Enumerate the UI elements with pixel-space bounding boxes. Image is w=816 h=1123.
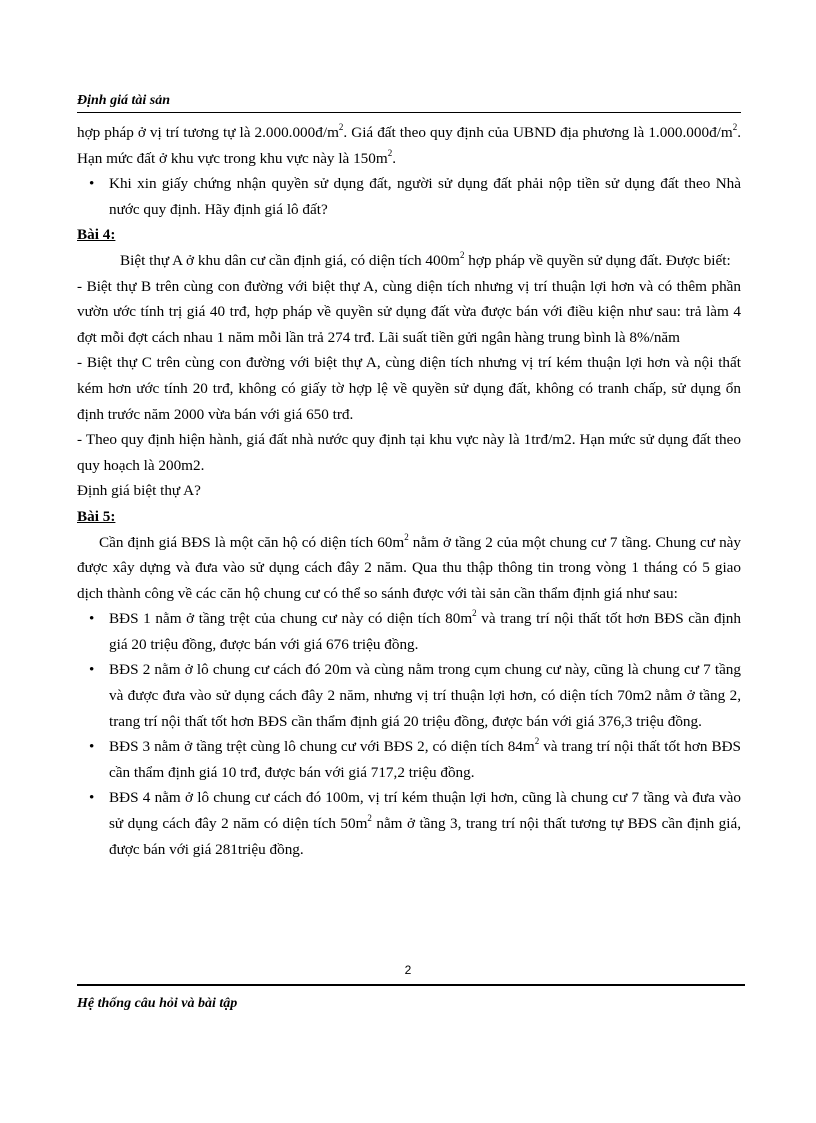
page-number: 2 — [404, 963, 412, 977]
list-item: • BĐS 1 nằm ở tầng trệt của chung cư này có diện tích $80m^2$ và trang trí nội thất tốt hơn BĐS cần định giá 20 triệu đồng, được bán với giá 676 triệu đồng. — [89, 608, 741, 653]
bai4-paragraph-4: - Theo quy định hiện hành, giá đất nhà nước quy định tại khu vực này là 1trđ/m2. Hạn mức sử dụng đất theo quy hoạch là 200m2. — [77, 431, 741, 474]
bullet-icon: • — [89, 610, 95, 628]
bai4-question: Định giá biệt thự A? — [77, 482, 201, 500]
header-title: Định giá tài sản — [77, 93, 170, 108]
section-title-bai-4: Bài 4: — [77, 226, 116, 244]
bai4-paragraph-3: - Biệt thự C trên cùng con đường với biệt thự A, cùng diện tích nhưng vị trí kém thuận lợi hơn và nội thất kém hơn ước tính 20 trđ, không có giấy tờ hợp lệ về quyền sử dụng đất, không có tranh chấp, sử dụng ổn định trước năm 2000 vừa bán với giá 650 trđ. — [77, 354, 741, 423]
footer-rule — [77, 984, 745, 986]
list-item: • BĐS 2 nằm ở lô chung cư cách đó 20m và cùng nằm trong cụm chung cư này, cũng là chung cư 7 tầng và được đưa vào sử dụng cách đây 2 năm, nhưng vị trí thuận lợi hơn, có diện tích 70m2 nằm ở tầng 2, trang trí nội thất tốt hơn BĐS cần thẩm định giá 20 triệu đồng, được bán với giá 376,3 triệu đồng. — [77, 657, 741, 734]
list-item: • Khi xin giấy chứng nhận quyền sử dụng đất, người sử dụng đất phải nộp tiền sử dụng đất theo Nhà nước quy định. Hãy định giá lô đất? — [77, 171, 741, 222]
section-title-bai-5: Bài 5: — [77, 507, 116, 525]
intro-bullet-list — [77, 171, 741, 222]
header-rule — [77, 112, 741, 113]
bai4-paragraph-2: - Biệt thự B trên cùng con đường với biệt thự A, cùng diện tích nhưng vị trí thuận lợi hơn và có thêm phần vườn ước tính trị giá 40 trđ, hợp pháp về quyền sử dụng đất vừa được bán với điều kiện như sau: trả làm 4 đợt mỗi đợt cách nhau 1 năm mỗi lần trả 274 trđ. Lãi suất tiền gửi ngân hàng trung bình là 8%/năm — [77, 277, 741, 346]
bai4-paragraph-1: Biệt thự A ở khu dân cư cần định giá, có diện tích $400m^2$ hợp pháp về quyền sử dụng đất. Được biết: — [120, 249, 731, 269]
bai5-paragraph-1: Cần định giá BĐS là một căn hộ có diện tích $60m^2$ nằm ở tầng 2 của một chung cư 7 tầng. Chung cư này được xây dựng và đưa vào sử dụng cách đây 2 năm. Qua thu thập thông tin trong vòng 1 tháng có 5 giao dịch thành công về các căn hộ chung cư có thể so sánh được với tài sản cần thẩm định giá như sau: — [77, 531, 742, 602]
bullet-icon: • — [89, 661, 95, 679]
bullet-icon: • — [89, 175, 95, 193]
bullet-icon: • — [89, 738, 95, 756]
intro-paragraph: hợp pháp ở vị trí tương tự là $2.000.000đ/m^2$. Giá đất theo quy định của UBND địa phương là $1.000.000đ/m^2$. Hạn mức đất ở khu vực trong khu vực này là $150m^2$. — [77, 122, 741, 167]
footer-title: Hệ thống câu hỏi và bài tập — [77, 996, 238, 1011]
list-item: • BĐS 4 nằm ở lô chung cư cách đó 100m, vị trí kém thuận lợi hơn, cũng là chung cư 7 tầng và đưa vào sử dụng cách đây 2 năm có diện tích $50m^2$ nằm ở tầng 3, trang trí nội thất tương tự BĐS cần định giá, được bán với giá 281triệu đồng. — [77, 785, 741, 862]
page-content — [77, 120, 741, 862]
bai5-bullet-list — [77, 606, 741, 862]
list-item: • BĐS 3 nằm ở tầng trệt cùng lô chung cư với BĐS 2, có diện tích $84m^2$ và trang trí nội thất tốt hơn BĐS cần thẩm định giá 10 trđ, được bán với giá 717,2 triệu đồng. — [89, 736, 742, 781]
bullet-icon: • — [89, 789, 95, 807]
